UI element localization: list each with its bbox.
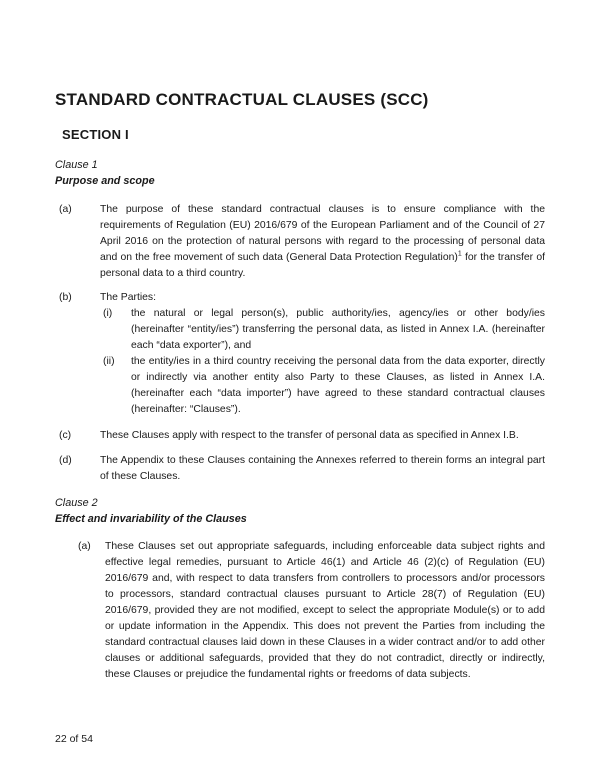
clause-2-head xyxy=(55,495,545,527)
document-title: STANDARD CONTRACTUAL CLAUSES (SCC) xyxy=(55,90,429,109)
clause-2-heading: Effect and invariability of the Clauses xyxy=(55,513,247,525)
clause-2-item-a-text: These Clauses set out appropriate safeguards, including enforceable data subject rights and effective legal remedies, pursuant to Article 46(1) and Article 46 (2)(c) of Regulation (EU) 2016/679 and, with respect to data transfers from controllers to processors and/or processors to processors, standard contractual clauses pursuant to Article 28(7) of Regulation (EU) 2016/679, provided they are not modified, except to select the appropriate Module(s) or to add or update information in the Appendix. This does not prevent the Parties from including the standard contractual clauses laid down in these Clauses in a wider contract and/or to add other clauses or additional safeguards, provided that they do not contradict, directly or indirectly, these Clauses or prejudice the fundamental rights or freedoms of data subjects. xyxy=(105,541,545,680)
clause-2-item-a xyxy=(55,539,545,683)
item-b-body xyxy=(100,290,545,418)
clause-2-item-a-label: (a) xyxy=(78,541,91,552)
section-heading: SECTION I xyxy=(62,127,129,142)
subitem-i-text: the natural or legal person(s), public authority/ies, agency/ies or other body/ies (hereinafter “entity/ies”) transferring the personal data, as listed in Annex I.A. (hereinafter each “data exporter”), and xyxy=(131,308,545,351)
subitem-i xyxy=(100,306,545,354)
item-d-label: (d) xyxy=(59,455,72,466)
clause-1-item-c xyxy=(55,428,545,444)
item-a-text-main: The purpose of these standard contractual clauses is to ensure compliance with the requirements of Regulation (EU) 2016/679 of the European Parliament and of the Council of 27 April 2016 on the protection of natural persons with regard to the processing of personal data and on the free movement of such data (General Data Protection Regulation) xyxy=(100,204,545,263)
item-a-text xyxy=(100,202,545,282)
item-c-text: These Clauses apply with respect to the transfer of personal data as specified in Annex I.B. xyxy=(100,430,519,441)
clause-1-head xyxy=(55,157,545,189)
clause-1-number: Clause 1 xyxy=(55,159,98,171)
item-c-label: (c) xyxy=(59,430,72,441)
subitem-i-label: (i) xyxy=(103,308,113,319)
clause-1-item-a xyxy=(55,202,545,282)
clause-1-heading: Purpose and scope xyxy=(55,175,155,187)
item-b-intro-text: The Parties: xyxy=(100,292,157,303)
item-b-label: (b) xyxy=(59,292,72,303)
item-d-text: The Appendix to these Clauses containing the Annexes referred to therein forms an integral part of these Clauses. xyxy=(100,455,545,482)
clause-2-number: Clause 2 xyxy=(55,497,98,509)
item-a-text-after-footnote: for the transfer of personal data to a third country. xyxy=(100,252,545,279)
item-a-label: (a) xyxy=(59,204,72,215)
subitem-ii-label: (ii) xyxy=(103,356,115,367)
page-number: 22 of 54 xyxy=(55,733,93,745)
clause-1-item-b xyxy=(55,290,545,418)
footnote-marker: 1 xyxy=(457,250,462,258)
subitem-ii-text: the entity/ies in a third country receiving the personal data from the data exporter, directly or indirectly via another entity also Party to these Clauses, as listed in Annex I.A. (hereinafter each “data importer”) have agreed to these standard contractual clauses (hereinafter: “Clauses”). xyxy=(131,356,545,415)
clause-1-item-d xyxy=(55,453,545,485)
subitem-ii xyxy=(100,354,545,418)
